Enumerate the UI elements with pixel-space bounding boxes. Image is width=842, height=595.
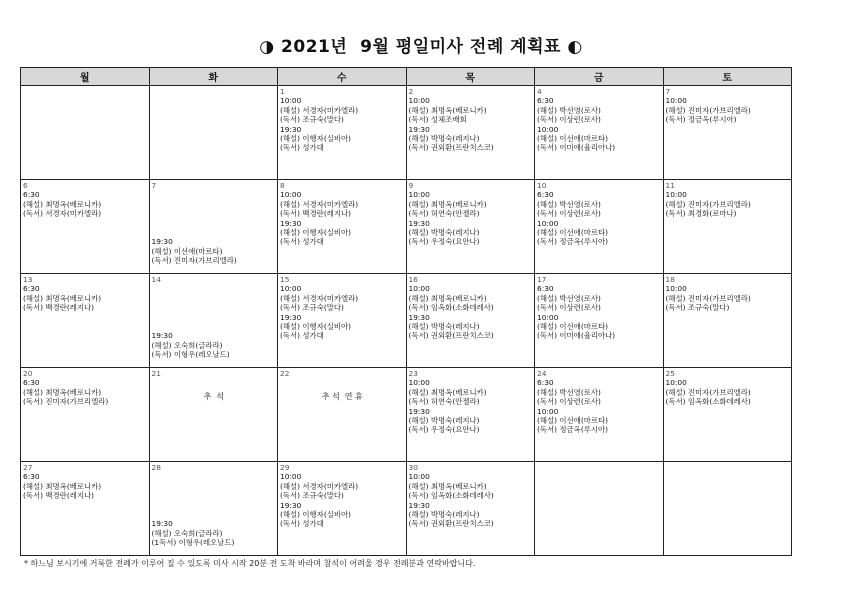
- schedule-line: [152, 228, 277, 237]
- day-cell: [663, 274, 792, 368]
- schedule-line: (해설) 최명옥(베로니카): [408, 293, 487, 303]
- schedule-line: 19:30: [408, 500, 430, 510]
- schedule-line: (해설) 진미자(가브리엘라): [665, 293, 751, 303]
- schedule-line: (해설) 박명숙(레지나): [408, 228, 480, 238]
- day-number: 20: [23, 369, 33, 378]
- schedule-line: 6:30: [537, 96, 554, 106]
- schedule-line: [152, 482, 277, 491]
- schedule-line: (해설) 최명옥(베로니카): [408, 199, 487, 209]
- schedule-line: [152, 209, 277, 218]
- week-row: [21, 86, 792, 180]
- day-number: 4: [537, 87, 542, 96]
- schedule-line: 10:00: [537, 312, 559, 322]
- schedule-line: (독서) 이미애(율리아나): [537, 331, 616, 341]
- schedule-line: (해설) 최명옥(베로니카): [23, 387, 102, 397]
- day-number: 14: [151, 275, 161, 284]
- weekday-header: 목: [406, 68, 535, 86]
- schedule-line: (해설) 서경자(미카엘라): [280, 293, 359, 303]
- schedule-line: (해설) 이행자(실비아): [280, 322, 351, 332]
- schedule-line: (독서) 이형우(레오날드): [151, 350, 230, 360]
- schedule-line: (독서) 성가대: [280, 237, 324, 247]
- day-number: 29: [280, 463, 290, 472]
- schedule-line: 19:30: [151, 331, 173, 341]
- schedule-line: (해설) 이선애(마르타): [537, 416, 608, 426]
- schedule-line: 10:00: [280, 190, 302, 200]
- day-number: 1: [280, 87, 285, 96]
- schedule-line: [152, 284, 277, 293]
- schedule-line: 10:00: [408, 378, 430, 388]
- schedule-line: 10:00: [408, 96, 430, 106]
- day-cell: [535, 368, 664, 462]
- schedule-line: (해설) 박선영(로사): [537, 387, 601, 397]
- schedule-line: (해설) 이행자(실비아): [280, 510, 351, 520]
- schedule-line: (독서) 조규숙(말다): [280, 115, 344, 125]
- schedule-line: (해설) 서경자(미카엘라): [280, 481, 359, 491]
- day-cell: [278, 274, 407, 368]
- schedule-line: 19:30: [280, 218, 302, 228]
- schedule-line: 19:30: [151, 519, 173, 529]
- schedule-line: (독서) 진미자(가브리엘라): [151, 256, 237, 266]
- schedule-line: (해설) 진미자(가브리엘라): [665, 105, 751, 115]
- schedule-line: 10:00: [408, 472, 430, 482]
- day-number: 11: [665, 181, 675, 190]
- day-cell: [149, 274, 278, 368]
- schedule-line: (독서) 권외환(프란치스코): [408, 331, 494, 341]
- schedule-line: 6:30: [23, 190, 40, 200]
- schedule-line: [152, 200, 277, 209]
- schedule-line: (해설) 서경자(미카엘라): [280, 105, 359, 115]
- schedule-line: (해설) 이선애(마르타): [537, 228, 608, 238]
- schedule-line: 19:30: [280, 500, 302, 510]
- day-number: 7: [665, 87, 671, 96]
- schedule-line: (독서) 우정숙(요안나): [408, 425, 480, 435]
- day-cell: [406, 86, 535, 180]
- weekday-header: 화: [149, 68, 278, 86]
- schedule-line: (해설) 최명옥(베로니카): [408, 105, 487, 115]
- schedule-line: (독서) 이상련(로사): [537, 209, 601, 219]
- schedule-line: (독서) 성가대: [280, 519, 324, 529]
- day-number: 13: [23, 275, 33, 284]
- day-cell: [21, 274, 150, 368]
- schedule-line: (독서) 임옥화(소화데레사): [408, 303, 494, 313]
- schedule-line: 10:00: [408, 284, 430, 294]
- schedule-line: (독서) 서경자(미카엘라): [23, 209, 102, 219]
- schedule-line: (독서) 백경란(레지나): [23, 491, 94, 501]
- schedule-line: 19:30: [408, 124, 430, 134]
- schedule-line: (독서) 최경화(로마나): [665, 209, 737, 219]
- schedule-line: [152, 219, 277, 228]
- schedule-line: (해설) 박선영(로사): [537, 199, 601, 209]
- schedule-line: (해설) 이선애(마르타): [151, 246, 223, 256]
- schedule-line: (해설) 진미자(가브리엘라): [665, 199, 751, 209]
- schedule-line: [152, 491, 277, 500]
- weekday-header: 금: [535, 68, 664, 86]
- day-cell: [278, 86, 407, 180]
- schedule-line: 10:00: [537, 406, 559, 416]
- schedule-line: (해설) 박명숙(레지나): [408, 416, 480, 426]
- schedule-line: 6:30: [23, 284, 40, 294]
- schedule-line: (독서) 이미애(율리아나): [537, 143, 616, 153]
- holiday-label: 추 석 연 휴: [321, 392, 363, 402]
- day-cell: [149, 180, 278, 274]
- schedule-line: 10:00: [280, 96, 302, 106]
- schedule-line: (1독서) 이형우(레오날드): [151, 538, 235, 548]
- schedule-line: 6:30: [537, 190, 554, 200]
- day-cell: [663, 368, 792, 462]
- day-number: 30: [408, 463, 418, 472]
- schedule-line: (독서) 백경란(레지나): [280, 209, 351, 219]
- schedule-line: 6:30: [23, 472, 40, 482]
- weekday-header: 월: [21, 68, 150, 86]
- schedule-line: (독서) 성가대: [280, 143, 324, 153]
- schedule-line: (독서) 허연숙(안젤라): [408, 209, 480, 219]
- day-cell: [278, 462, 407, 556]
- schedule-line: (독서) 임옥화(소화데레사): [408, 491, 494, 501]
- schedule-line: (독서) 이상런(로사): [537, 115, 601, 125]
- day-number: 22: [280, 369, 290, 378]
- schedule-line: (독서) 조규숙(말다): [280, 491, 344, 501]
- weekday-header: 수: [278, 68, 407, 86]
- day-number: 21: [151, 369, 161, 378]
- day-number: 15: [280, 275, 290, 284]
- week-row: [21, 180, 792, 274]
- day-cell: [406, 180, 535, 274]
- week-row: [21, 462, 792, 556]
- schedule-line: [152, 501, 277, 510]
- schedule-line: 6:30: [537, 378, 554, 388]
- schedule-line: 19:30: [408, 406, 430, 416]
- schedule-line: (독서) 임옥화(소화데레사): [665, 397, 751, 407]
- schedule-line: (독서) 백경란(레지나): [23, 303, 94, 313]
- calendar-body: [21, 86, 792, 556]
- schedule-line: (독서) 정금옥(루시아): [537, 425, 608, 435]
- day-number: 2: [408, 87, 414, 96]
- schedule-line: 10:00: [280, 284, 302, 294]
- schedule-line: 10:00: [665, 96, 687, 106]
- schedule-line: (해설) 이선애(마르타): [537, 322, 608, 332]
- day-number: 18: [665, 275, 675, 284]
- schedule-line: 19:30: [408, 312, 430, 322]
- schedule-line: [152, 322, 277, 331]
- day-cell: [535, 180, 664, 274]
- schedule-line: (해설) 이선애(마르타): [537, 134, 608, 144]
- schedule-line: 6:30: [23, 378, 40, 388]
- schedule-line: (해설) 박선영(로사): [537, 293, 601, 303]
- day-number: 6: [23, 181, 28, 190]
- liturgy-schedule-table: [20, 67, 792, 556]
- schedule-line: 19:30: [280, 312, 302, 322]
- schedule-line: [152, 472, 277, 481]
- schedule-line: (독서) 정금옥(루시아): [665, 115, 737, 125]
- schedule-line: 19:30: [151, 237, 173, 247]
- day-cell: [149, 368, 278, 462]
- day-cell: [663, 86, 792, 180]
- schedule-line: [152, 294, 277, 303]
- schedule-line: (해설) 오숙희(글라라): [151, 528, 223, 538]
- schedule-line: (독서) 이상련(로사): [537, 303, 601, 313]
- schedule-line: (독서) 우정숙(요안나): [408, 237, 480, 247]
- day-cell: [535, 86, 664, 180]
- schedule-line: 10:00: [280, 472, 302, 482]
- schedule-line: (해설) 이행자(실비아): [280, 134, 351, 144]
- page-title: ◑ 2021년 9월 평일미사 전례 계획표 ◐: [259, 37, 583, 57]
- day-cell: [406, 462, 535, 556]
- schedule-line: (독서) 권외환(프란치스코): [408, 519, 494, 529]
- schedule-line: [152, 190, 277, 199]
- schedule-line: (독서) 조규숙(말다): [280, 303, 344, 313]
- day-number: 9: [408, 181, 414, 190]
- schedule-line: 19:30: [408, 218, 430, 228]
- schedule-line: (독서) 이상련(로사): [537, 397, 601, 407]
- schedule-line: 10:00: [537, 218, 559, 228]
- schedule-line: (독서) 진미자(가브리엘라): [23, 397, 109, 407]
- schedule-line: (독서) 성체조배회: [408, 115, 467, 125]
- day-number: 27: [23, 463, 33, 472]
- day-cell: [21, 86, 150, 180]
- day-cell: [21, 368, 150, 462]
- day-number: 7: [151, 181, 157, 190]
- day-cell: [406, 368, 535, 462]
- day-cell: [535, 462, 664, 556]
- day-number: 8: [280, 181, 285, 190]
- schedule-line: 10:00: [665, 378, 687, 388]
- day-cell: [149, 462, 278, 556]
- day-cell: [21, 180, 150, 274]
- schedule-line: (해설) 최명옥(베로니카): [23, 199, 102, 209]
- schedule-line: [152, 510, 277, 519]
- day-cell: [21, 462, 150, 556]
- schedule-line: (해설) 서경자(미카엘라): [280, 199, 359, 209]
- schedule-line: [152, 303, 277, 312]
- day-number: 24: [537, 369, 547, 378]
- week-row: [21, 368, 792, 462]
- schedule-line: (독서) 정금옥(루시아): [537, 237, 608, 247]
- schedule-line: 10:00: [665, 284, 687, 294]
- weekday-header-row: [21, 68, 792, 86]
- schedule-line: 10:00: [537, 124, 559, 134]
- schedule-line: (해설) 박명숙(레지나): [408, 134, 480, 144]
- day-number: 16: [408, 275, 418, 284]
- schedule-line: 19:30: [280, 124, 302, 134]
- day-cell: [663, 180, 792, 274]
- day-cell: [278, 368, 407, 462]
- schedule-line: (해설) 진미자(가브리엘라): [665, 387, 751, 397]
- day-cell: [406, 274, 535, 368]
- day-cell: [535, 274, 664, 368]
- schedule-line: (해설) 오숙희(글라라): [151, 340, 223, 350]
- footnote: * 하느님 보시기에 거룩한 전례가 이루어 질 수 있도록 미사 시작 20분 전 도착 바라며 참석이 어려울 경우 전례분과 연락바랍니다.: [24, 559, 476, 568]
- schedule-line: (해설) 박명숙(레지나): [408, 510, 480, 520]
- day-number: 23: [408, 369, 418, 378]
- holiday-label: 추 석: [203, 392, 225, 402]
- schedule-line: (독서) 조규숙(말다): [665, 303, 730, 313]
- week-row: [21, 274, 792, 368]
- weekday-header: 토: [663, 68, 792, 86]
- day-number: 25: [665, 369, 675, 378]
- schedule-line: (독서) 권외환(프란치스코): [408, 143, 494, 153]
- schedule-line: (해설) 최명옥(베로니카): [23, 293, 102, 303]
- schedule-line: (해설) 최명옥(베로니카): [23, 481, 102, 491]
- schedule-line: 6:30: [537, 284, 554, 294]
- schedule-line: (해설) 박명숙(레지나): [408, 322, 480, 332]
- schedule-line: (해설) 최명옥(베로니카): [408, 387, 487, 397]
- schedule-line: (해설) 이행자(실비아): [280, 228, 351, 238]
- schedule-line: [152, 313, 277, 322]
- day-number: 10: [537, 181, 547, 190]
- schedule-line: (해설) 최명옥(베로니카): [408, 481, 487, 491]
- schedule-line: (해설) 박선영(로사): [537, 105, 601, 115]
- day-number: 28: [151, 463, 161, 472]
- day-cell: [663, 462, 792, 556]
- schedule-line: (독서) 성가대: [280, 331, 324, 341]
- schedule-line: 10:00: [665, 190, 687, 200]
- schedule-line: (독서) 허연숙(안젤라): [408, 397, 480, 407]
- day-number: 17: [537, 275, 547, 284]
- day-cell: [149, 86, 278, 180]
- schedule-line: 10:00: [408, 190, 430, 200]
- day-cell: [278, 180, 407, 274]
